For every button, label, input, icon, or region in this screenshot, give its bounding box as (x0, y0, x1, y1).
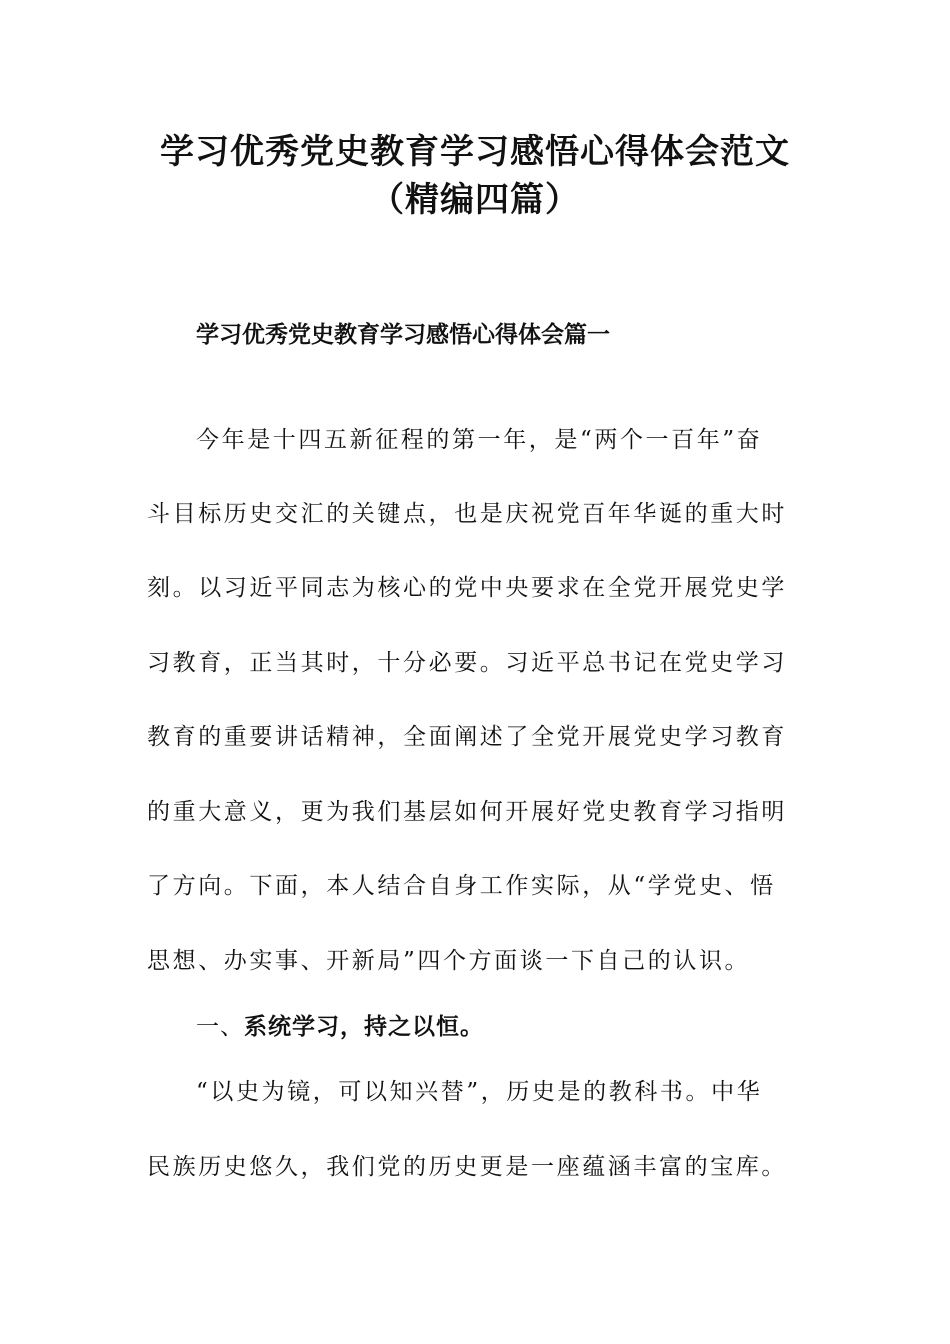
paragraph-2-line-1: “以史为镜，可以知兴替”，历史是的教科书。中华 (196, 1079, 763, 1105)
section-heading-text: 系统学习，持之以恒。 (244, 1014, 484, 1040)
section-heading-1 (196, 1012, 484, 1042)
paragraph-1-line-2: 斗目标历史交汇的关键点，也是庆祝党百年华诞的重大时 (147, 501, 787, 527)
paragraph-1-line-4: 习教育，正当其时，十分必要。习近平总书记在党史学习 (147, 650, 787, 676)
paragraph-1-line-6: 的重大意义，更为我们基层如何开展好党史教育学习指明 (147, 799, 787, 825)
paragraph-1-line-5: 教育的重要讲话精神，全面阐述了全党开展党史学习教育 (147, 724, 787, 750)
article-subtitle: 学习优秀党史教育学习感悟心得体会篇一 (196, 322, 610, 348)
document-title-line-1: 学习优秀党史教育学习感悟心得体会范文 (160, 132, 790, 172)
document-title-line-2: （精编四篇） (370, 180, 580, 220)
section-number: 一、 (196, 1014, 244, 1040)
paragraph-1-line-1: 今年是十四五新征程的第一年，是“两个一百年”奋 (196, 427, 763, 453)
paragraph-1-line-7: 了方向。下面，本人结合自身工作实际，从“学党史、悟 (147, 873, 776, 899)
paragraph-1-line-3: 刻。以习近平同志为核心的党中央要求在全党开展党史学 (147, 575, 787, 601)
paragraph-2-line-2: 民族历史悠久，我们党的历史更是一座蕴涵丰富的宝库。 (147, 1154, 787, 1180)
paragraph-1-line-8: 思想、办实事、开新局”四个方面谈一下自己的认识。 (147, 948, 751, 974)
